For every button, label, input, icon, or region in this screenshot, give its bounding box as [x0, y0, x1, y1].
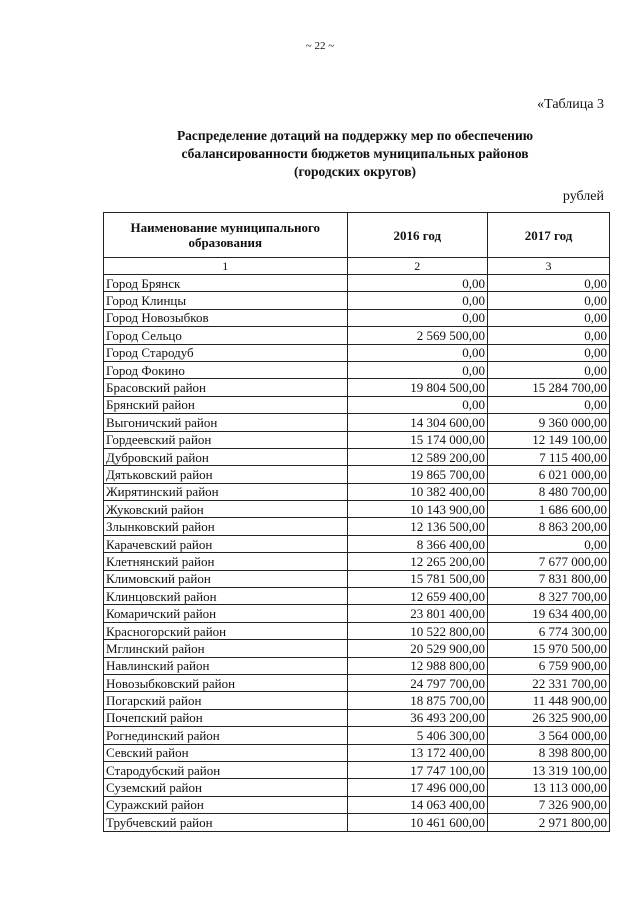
- row-name: Город Брянск: [104, 275, 348, 292]
- row-value-2016: 12 589 200,00: [347, 448, 488, 465]
- row-value-2016: 0,00: [347, 292, 488, 309]
- table-row: [104, 275, 610, 292]
- row-value-2017: 7 677 000,00: [488, 553, 610, 570]
- row-value-2016: 17 496 000,00: [347, 779, 488, 796]
- row-value-2017: 13 113 000,00: [488, 779, 610, 796]
- row-name: Красногорский район: [104, 622, 348, 639]
- row-value-2017: 7 115 400,00: [488, 448, 610, 465]
- table-row: [104, 361, 610, 378]
- table-row: [104, 622, 610, 639]
- subsidy-table: [103, 212, 610, 832]
- column-number-row: [104, 258, 610, 275]
- table-row: [104, 640, 610, 657]
- row-value-2017: 0,00: [488, 535, 610, 552]
- row-name: Город Новозыбков: [104, 309, 348, 326]
- table-row: [104, 431, 610, 448]
- table-row: [104, 309, 610, 326]
- table-row: [104, 570, 610, 587]
- row-name: Климовский район: [104, 570, 348, 587]
- row-value-2016: 10 143 900,00: [347, 501, 488, 518]
- row-value-2016: 14 304 600,00: [347, 414, 488, 431]
- row-value-2017: 0,00: [488, 361, 610, 378]
- row-value-2016: 8 366 400,00: [347, 535, 488, 552]
- row-value-2017: 12 149 100,00: [488, 431, 610, 448]
- row-value-2016: 0,00: [347, 275, 488, 292]
- header-2016: 2016 год: [347, 213, 488, 258]
- row-value-2017: 0,00: [488, 309, 610, 326]
- row-value-2017: 2 971 800,00: [488, 814, 610, 831]
- table-row: [104, 605, 610, 622]
- table-row: [104, 414, 610, 431]
- table-row: [104, 466, 610, 483]
- row-value-2016: 0,00: [347, 361, 488, 378]
- table-body: [104, 275, 610, 832]
- header-2017: 2017 год: [488, 213, 610, 258]
- table-row: [104, 396, 610, 413]
- row-value-2016: 10 382 400,00: [347, 483, 488, 500]
- row-value-2017: 22 331 700,00: [488, 674, 610, 691]
- row-value-2016: 18 875 700,00: [347, 692, 488, 709]
- row-value-2017: 6 759 900,00: [488, 657, 610, 674]
- table-row: [104, 292, 610, 309]
- column-number: 1: [104, 258, 348, 275]
- document-title: [100, 127, 610, 181]
- row-value-2017: 13 319 100,00: [488, 761, 610, 778]
- currency-unit: рублей: [562, 189, 604, 204]
- table-row: [104, 674, 610, 691]
- row-value-2016: 12 659 400,00: [347, 588, 488, 605]
- row-value-2016: 0,00: [347, 309, 488, 326]
- row-value-2016: 10 522 800,00: [347, 622, 488, 639]
- row-value-2016: 36 493 200,00: [347, 709, 488, 726]
- table-row: [104, 379, 610, 396]
- table-row: [104, 535, 610, 552]
- table-row: [104, 588, 610, 605]
- row-value-2017: 0,00: [488, 292, 610, 309]
- row-value-2016: 15 781 500,00: [347, 570, 488, 587]
- table-row: [104, 553, 610, 570]
- row-value-2017: 0,00: [488, 344, 610, 361]
- row-name: Севский район: [104, 744, 348, 761]
- row-value-2017: 6 021 000,00: [488, 466, 610, 483]
- row-name: Злынковский район: [104, 518, 348, 535]
- row-value-2016: 14 063 400,00: [347, 796, 488, 813]
- row-name: Комаричский район: [104, 605, 348, 622]
- table-label: «Таблица 3: [537, 97, 604, 112]
- row-value-2016: 12 988 800,00: [347, 657, 488, 674]
- row-name: Город Стародуб: [104, 344, 348, 361]
- row-value-2017: 8 863 200,00: [488, 518, 610, 535]
- row-name: Трубчевский район: [104, 814, 348, 831]
- table-row: [104, 692, 610, 709]
- row-value-2016: 20 529 900,00: [347, 640, 488, 657]
- row-name: Брасовский район: [104, 379, 348, 396]
- row-value-2016: 2 569 500,00: [347, 327, 488, 344]
- table-row: [104, 518, 610, 535]
- row-name: Карачевский район: [104, 535, 348, 552]
- row-name: Город Сельцо: [104, 327, 348, 344]
- row-value-2016: 17 747 100,00: [347, 761, 488, 778]
- row-value-2017: 0,00: [488, 396, 610, 413]
- row-name: Город Фокино: [104, 361, 348, 378]
- row-name: Стародубский район: [104, 761, 348, 778]
- row-value-2016: 24 797 700,00: [347, 674, 488, 691]
- table-row: [104, 779, 610, 796]
- table-row: [104, 501, 610, 518]
- row-name: Суземский район: [104, 779, 348, 796]
- title-line-3: (городских округов): [293, 164, 416, 179]
- table-row: [104, 727, 610, 744]
- row-name: Жуковский район: [104, 501, 348, 518]
- row-value-2017: 0,00: [488, 327, 610, 344]
- table-row: [104, 483, 610, 500]
- row-name: Брянский район: [104, 396, 348, 413]
- table-row: [104, 744, 610, 761]
- row-value-2017: 8 398 800,00: [488, 744, 610, 761]
- table-row: [104, 709, 610, 726]
- row-value-2017: 7 326 900,00: [488, 796, 610, 813]
- row-name: Новозыбковский район: [104, 674, 348, 691]
- row-value-2017: 19 634 400,00: [488, 605, 610, 622]
- row-name: Дятьковский район: [104, 466, 348, 483]
- row-value-2017: 11 448 900,00: [488, 692, 610, 709]
- row-value-2017: 8 480 700,00: [488, 483, 610, 500]
- row-name: Рогнединский район: [104, 727, 348, 744]
- table-row: [104, 796, 610, 813]
- row-name: Город Клинцы: [104, 292, 348, 309]
- row-name: Клинцовский район: [104, 588, 348, 605]
- row-value-2017: 15 970 500,00: [488, 640, 610, 657]
- header-row: [104, 213, 610, 258]
- page-number: ~ 22 ~: [305, 40, 335, 52]
- row-value-2017: 6 774 300,00: [488, 622, 610, 639]
- row-name: Жирятинский район: [104, 483, 348, 500]
- row-value-2016: 5 406 300,00: [347, 727, 488, 744]
- row-name: Клетнянский район: [104, 553, 348, 570]
- row-value-2017: 9 360 000,00: [488, 414, 610, 431]
- column-number: 2: [347, 258, 488, 275]
- row-value-2016: 10 461 600,00: [347, 814, 488, 831]
- row-value-2017: 15 284 700,00: [488, 379, 610, 396]
- table-row: [104, 761, 610, 778]
- table-row: [104, 327, 610, 344]
- header-name: Наименование муниципального образования: [104, 213, 348, 258]
- title-line-2: сбалансированности бюджетов муниципальных районов: [181, 146, 529, 161]
- row-value-2016: 12 136 500,00: [347, 518, 488, 535]
- row-value-2016: 15 174 000,00: [347, 431, 488, 448]
- row-name: Гордеевский район: [104, 431, 348, 448]
- row-name: Суражский район: [104, 796, 348, 813]
- row-name: Мглинский район: [104, 640, 348, 657]
- column-number: 3: [488, 258, 610, 275]
- table-row: [104, 657, 610, 674]
- row-name: Дубровский район: [104, 448, 348, 465]
- row-name: Погарский район: [104, 692, 348, 709]
- row-value-2016: 19 804 500,00: [347, 379, 488, 396]
- row-value-2016: 0,00: [347, 396, 488, 413]
- row-value-2017: 7 831 800,00: [488, 570, 610, 587]
- table-row: [104, 448, 610, 465]
- row-value-2016: 19 865 700,00: [347, 466, 488, 483]
- title-line-1: Распределение дотаций на поддержку мер по обеспечению: [176, 128, 534, 143]
- row-value-2017: 0,00: [488, 275, 610, 292]
- row-value-2016: 13 172 400,00: [347, 744, 488, 761]
- row-value-2016: 12 265 200,00: [347, 553, 488, 570]
- row-value-2016: 0,00: [347, 344, 488, 361]
- table-row: [104, 814, 610, 831]
- row-value-2017: 26 325 900,00: [488, 709, 610, 726]
- row-name: Почепский район: [104, 709, 348, 726]
- row-name: Навлинский район: [104, 657, 348, 674]
- row-value-2017: 8 327 700,00: [488, 588, 610, 605]
- table-row: [104, 344, 610, 361]
- row-value-2017: 3 564 000,00: [488, 727, 610, 744]
- row-value-2017: 1 686 600,00: [488, 501, 610, 518]
- row-value-2016: 23 801 400,00: [347, 605, 488, 622]
- row-name: Выгоничский район: [104, 414, 348, 431]
